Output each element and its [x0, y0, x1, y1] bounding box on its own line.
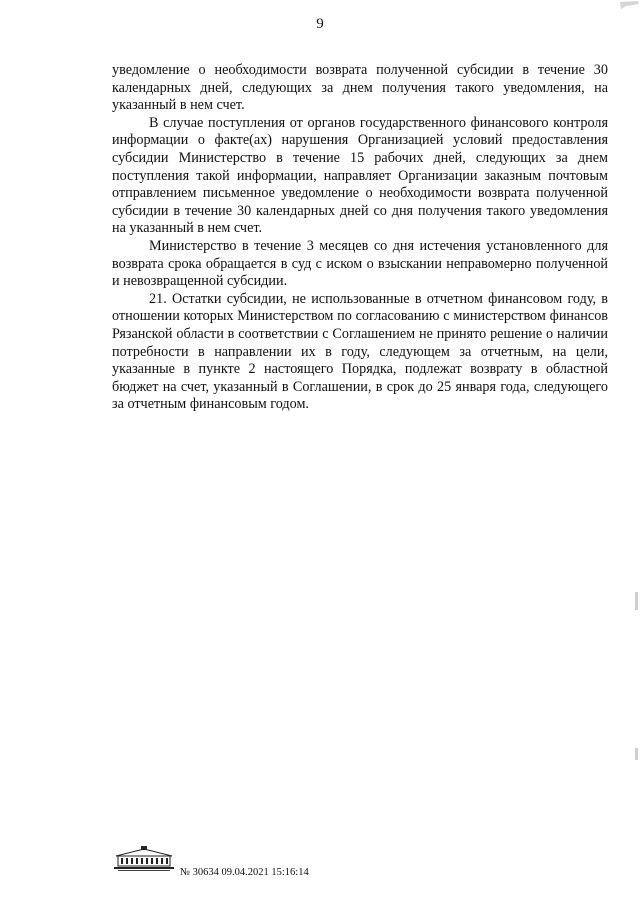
- scan-edge-mark: [635, 748, 638, 760]
- scan-edge-mark: [635, 592, 638, 610]
- government-building-logo: [112, 846, 176, 872]
- paragraph: 21. Остатки субсидии, не использованные в отчетном финансовом году, в отношении которых Министерством по согласованию с министерством финансов Рязанской области в соответствии с Соглашением не принято решение о наличии потребности в направлении их в году, следующем за отчетным, на цели, указанные в пункте 2 настоящего Порядка, подлежат возврату в областной бюджет на счет, указанный в Соглашении, в срок до 25 января года, следующего за отчетным финансовым годом.: [112, 290, 608, 413]
- registration-stamp: № 30634 09.04.2021 15:16:14: [180, 867, 309, 878]
- paragraph: Министерство в течение 3 месяцев со дня истечения установленного для возврата срока обращается в суд с иском о взыскании неправомерно полученной и невозвращенной субсидии.: [112, 237, 608, 290]
- document-body: [112, 62, 608, 414]
- page-number: 9: [316, 16, 324, 32]
- scan-corner-mark: [618, 0, 640, 10]
- paragraph: уведомление о необходимости возврата полученной субсидии в течение 30 календарных дней, следующих за днем получения такого уведомления, на указанный в нем счет.: [112, 62, 608, 114]
- paragraph: В случае поступления от органов государственного финансового контроля информации о факте(ах) нарушения Организацией условий предоставления субсидии Министерство в течение 15 рабочих дней, следующих за днем поступления такой информации, направляет Организации заказным почтовым отправлением письменное уведомление о необходимости возврата полученной субсидии в течение 30 календарных дней со дня получения такого уведомления на указанный в нем счет.: [112, 114, 608, 237]
